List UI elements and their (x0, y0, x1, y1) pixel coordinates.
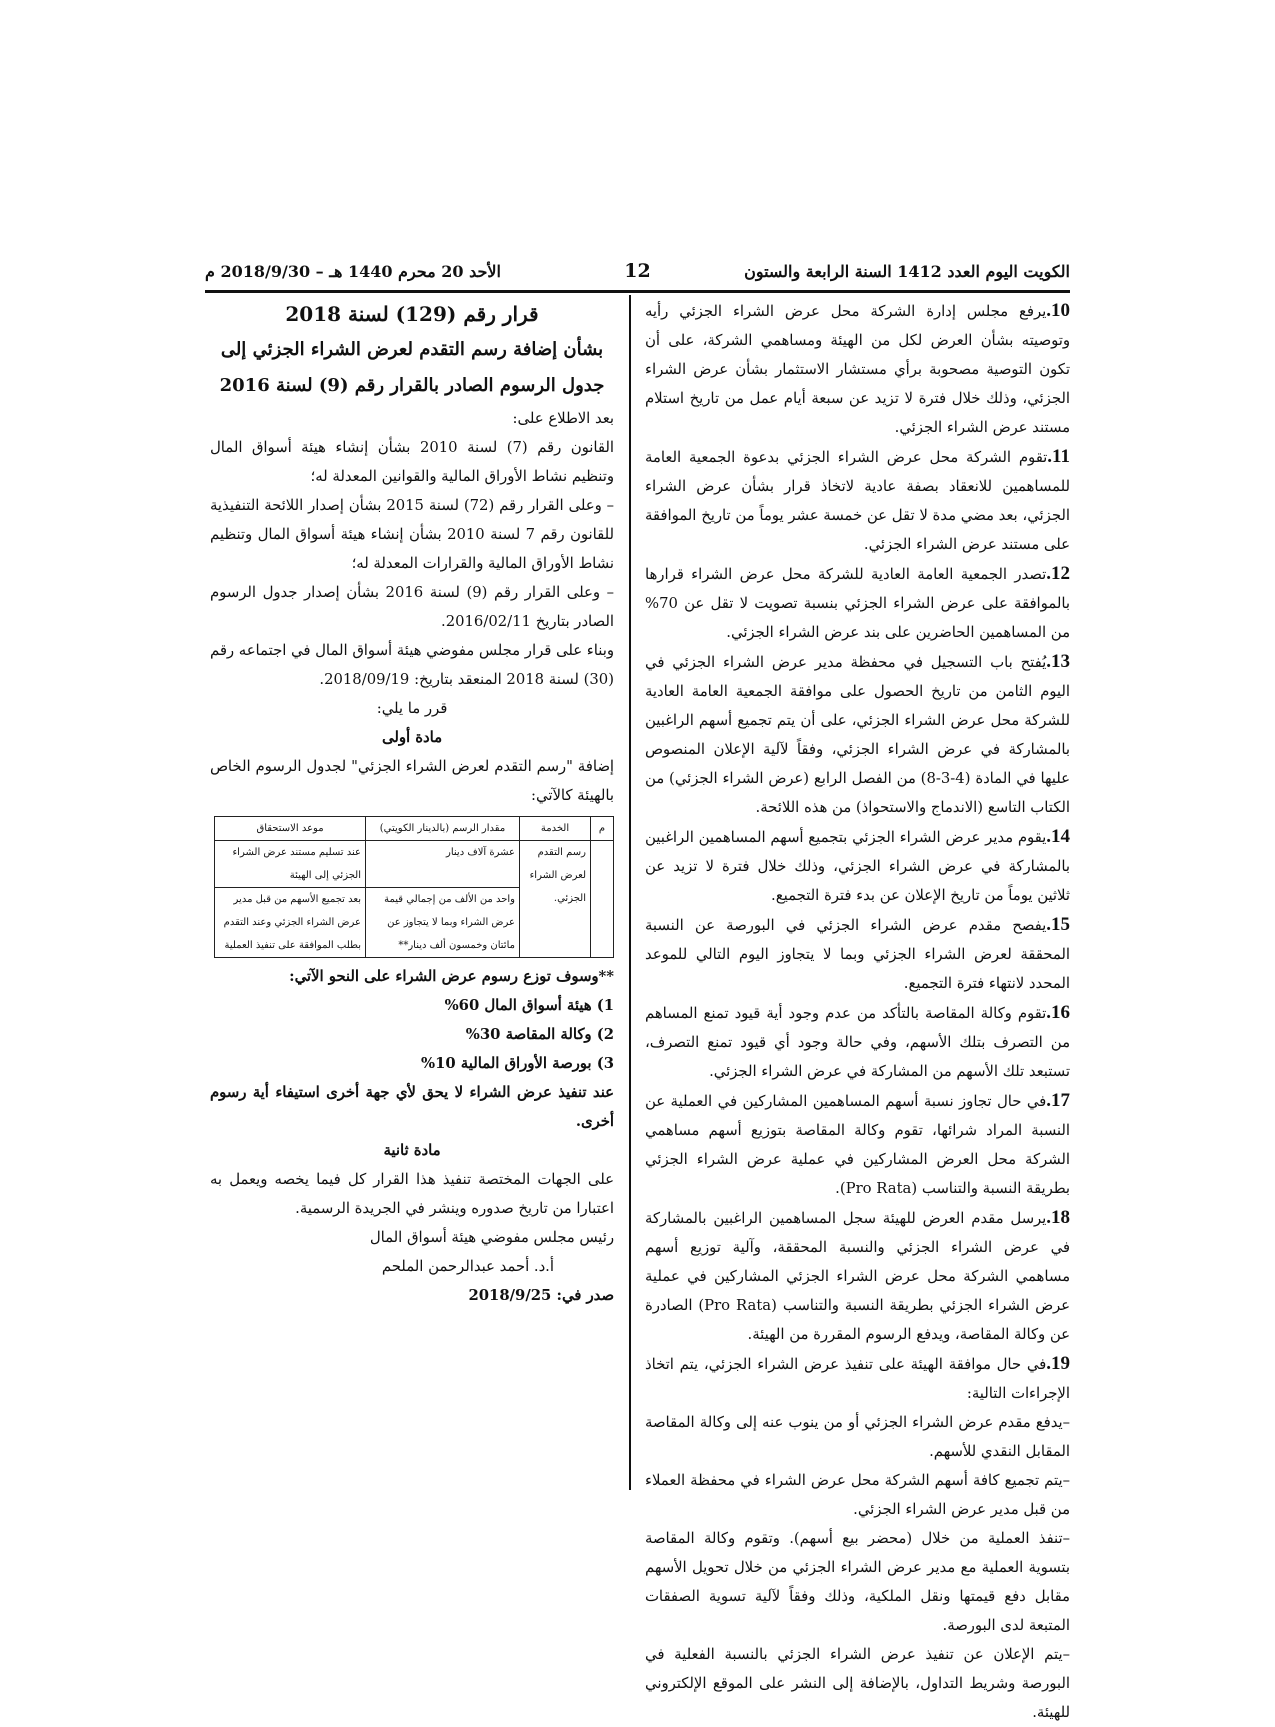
clause-11: 11.تقوم الشركة محل عرض الشراء الجزئي بدعوة الجمعية العامة للمساهمين للانعقاد بصفة عادية لاتخاذ قرار بشأن عرض الشراء الجزئي، بعد مضي مدة لا تقل عن خمسة عشر يوماً من تاريخ الموافقة على مستند عرض الشراء الجزئي. (645, 446, 1070, 553)
distribution-item: 3) بورصة الأوراق المالية 10% (421, 1055, 614, 1072)
recital: وبناء على قرار مجلس مفوضي هيئة أسواق المال في اجتماعه رقم (30) لسنة 2018 المنعقد بتاريخ: 2018/09/19. (210, 642, 614, 688)
recital: – وعلى القرار رقم (72) لسنة 2015 بشأن إصدار اللائحة التنفيذية للقانون رقم 7 لسنة 2010 بشأن إنشاء هيئة أسواق المال وتنظيم نشاط الأوراق المالية والقرارات المعدلة له؛ (210, 497, 614, 572)
article-1-heading: مادة أولى (381, 729, 443, 746)
table-header-cell: مقدار الرسم (بالدينار الكويتي) (366, 817, 520, 841)
header-gazette-issue: الكويت اليوم العدد 1412 السنة الرابعة والستون (744, 261, 1070, 281)
clause-17: 17.في حال تجاوز نسبة أسهم المساهمين المشاركين في العملية عن النسبة المراد شرائها، تقوم وكالة المقاصة بتوزيع أسهم مساهمي الشركة محل العرض المشاركين في عملية عرض الشراء الجزئي بطريقة النسبة والتناسب (Pro Rata). (645, 1090, 1070, 1197)
table-row (215, 841, 614, 888)
fees-table (214, 816, 614, 958)
header-rule (205, 290, 1070, 293)
recital: – وعلى القرار رقم (9) لسنة 2016 بشأن إصدار جدول الرسوم الصادر بتاريخ 2016/02/11. (210, 584, 614, 630)
signatory-title: رئيس مجلس مفوضي هيئة أسواق المال (369, 1229, 614, 1246)
decided-line: قرر ما يلي: (376, 700, 448, 717)
table-header-row (215, 817, 614, 841)
article-2-text: على الجهات المختصة تنفيذ هذا القرار كل فيما يخصه ويعمل به اعتبارا من تاريخ صدوره وينشر في الجريدة الرسمية. (210, 1171, 614, 1217)
table-header-cell: موعد الاستحقاق (215, 817, 366, 841)
clause-12: 12.تصدر الجمعية العامة العادية للشركة محل عرض الشراء قرارها بالموافقة على عرض الشراء الجزئي بنسبة تصويت لا تقل عن 70% من المساهمين الحاضرين على بند عرض الشراء الجزئي. (645, 563, 1070, 641)
clause-18: 18.يرسل مقدم العرض للهيئة سجل المساهمين الراغبين بالمشاركة في عرض الشراء الجزئي والنسبة المحققة، وآلية توزيع أسهم مساهمي الشركة محل عرض الشراء الجزئي المشاركين في عملية عرض الشراء الجزئي بطريقة النسبة والتناسب (Pro Rata) الصادرة عن وكالة المقاصة، ويدفع الرسوم المقررة من الهيئة. (645, 1207, 1070, 1343)
table-cell-service: رسم التقدم لعرض الشراء الجزئي. (520, 841, 591, 958)
clause-19: 19.في حال موافقة الهيئة على تنفيذ عرض الشراء الجزئي، يتم اتخاذ الإجراءات التالية: (645, 1353, 1070, 1402)
clause-14: 14.يقوم مدير عرض الشراء الجزئي بتجميع أسهم المساهمين الراغبين بالمشاركة في عرض الشراء الجزئي، وذلك خلال فترة لا تزيد عن ثلاثين يوماً من تاريخ الإعلان عن بدء فترة التجميع. (645, 826, 1070, 904)
recital: القانون رقم (7) لسنة 2010 بشأن إنشاء هيئة أسواق المال وتنظيم نشاط الأوراق المالية والقوانين المعدلة له؛ (210, 439, 615, 485)
preamble: بعد الاطلاع على: (512, 410, 614, 427)
clause-16: 16.تقوم وكالة المقاصة بالتأكد من عدم وجود أية قيود تمنع المساهم من التصرف بتلك الأسهم، وفي حالة وجود أي قيود تمنع التصرف، تستبعد تلك الأسهم من المشاركة في عرض الشراء الجزئي. (645, 1002, 1070, 1080)
procedure-item: –يتم الإعلان عن تنفيذ عرض الشراء الجزئي بالنسبة الفعلية في البورصة وشريط التداول، بالإضافة إلى النشر على الموقع الإلكتروني للهيئة. (645, 1646, 1070, 1721)
decision-subtitle: بشأن إضافة رسم التقدم لعرض الشراء الجزئي إلى جدول الرسوم الصادر بالقرار رقم (9) لسنة 2016 (219, 339, 605, 396)
clause-13: 13.يُفتح باب التسجيل في محفظة مدير عرض الشراء الجزئي في اليوم الثامن من تاريخ الحصول على موافقة الجمعية العامة العادية للشركة محل عرض الشراء الجزئي، على أن يتم تجميع أسهم الراغبين بالمشاركة في عرض الشراء الجزئي، وفقاً لآلية الإعلان المنصوص عليها في المادة (4-3-8) من الفصل الرابع (عرض الشراء الجزئي) من الكتاب التاسع (الاندماج والاستحواذ) من هذه اللائحة. (645, 651, 1070, 816)
procedure-item: –يتم تجميع كافة أسهم الشركة محل عرض الشراء في محفظة العملاء من قبل مدير عرض الشراء الجزئي. (645, 1472, 1070, 1518)
article-1-text: إضافة "رسم التقدم لعرض الشراء الجزئي" لجدول الرسوم الخاص بالهيئة كالآتي: (210, 758, 614, 804)
page-header (205, 256, 1070, 286)
table-cell-fee: واحد من الألف من إجمالي قيمة عرض الشراء وبما لا يتجاوز عن مائتان وخمسون ألف دينار** (366, 888, 520, 958)
column-divider (629, 295, 631, 1490)
signatory-name: أ.د. أحمد عبدالرحمن الملحم (381, 1258, 554, 1275)
table-cell-due: عند تسليم مستند عرض الشراء الجزئي إلى الهيئة (215, 841, 366, 888)
header-date: الأحد 20 محرم 1440 هـ – 2018/9/30 م (205, 261, 501, 281)
header-page-number: 12 (624, 260, 651, 282)
table-cell-fee: عشرة آلاف دينار (366, 841, 520, 888)
issue-date: صدر في: 2018/9/25 (468, 1287, 614, 1304)
article-2-heading: مادة ثانية (383, 1142, 441, 1159)
distribution-item: 2) وكالة المقاصة 30% (465, 1026, 614, 1043)
decision-title: قرار رقم (129) لسنة 2018 (285, 302, 539, 326)
table-cell-index (591, 841, 614, 958)
right-column (645, 296, 1070, 1727)
clause-10: 10.يرفع مجلس إدارة الشركة محل عرض الشراء الجزئي رأيه وتوصيته بشأن العرض لكل من الهيئة ومساهمي الشركة، على أن تكون التوصية مصحوبة برأي مستشار الاستثمار بشأن عرض الشراء الجزئي، وذلك خلال فترة لا تزيد عن سبعة أيام عمل من تاريخ استلام مستند عرض الشراء الجزئي. (645, 300, 1070, 436)
table-header-cell: م (591, 817, 614, 841)
table-header-cell: الخدمة (520, 817, 591, 841)
distribution-heading: **وسوف توزع رسوم عرض الشراء على النحو الآتي: (289, 968, 614, 985)
table-cell-due: بعد تجميع الأسهم من قبل مدير عرض الشراء الجزئي وعند التقدم بطلب الموافقة على تنفيذ العملية (215, 888, 366, 958)
left-column (210, 296, 614, 1310)
clause-15: 15.يفصح مقدم عرض الشراء الجزئي في البورصة عن النسبة المحققة لعرض الشراء الجزئي وبما لا يتجاوز اليوم التالي للموعد المحدد لانتهاء فترة التجميع. (645, 914, 1070, 992)
procedure-item: –يدفع مقدم عرض الشراء الجزئي أو من ينوب عنه إلى وكالة المقاصة المقابل النقدي للأسهم. (645, 1414, 1070, 1460)
distribution-item: 1) هيئة أسواق المال 60% (444, 997, 614, 1014)
procedure-item: –تنفذ العملية من خلال (محضر بيع أسهم). وتقوم وكالة المقاصة بتسوية العملية مع مدير عرض الشراء الجزئي من خلال تحويل الأسهم مقابل دفع قيمتها ونقل الملكية، وذلك وفقاً لآلية تسوية الصفقات المتبعة لدى البورصة. (645, 1530, 1070, 1634)
no-other-fees-note: عند تنفيذ عرض الشراء لا يحق لأي جهة أخرى استيفاء أية رسوم أخرى. (210, 1084, 614, 1130)
